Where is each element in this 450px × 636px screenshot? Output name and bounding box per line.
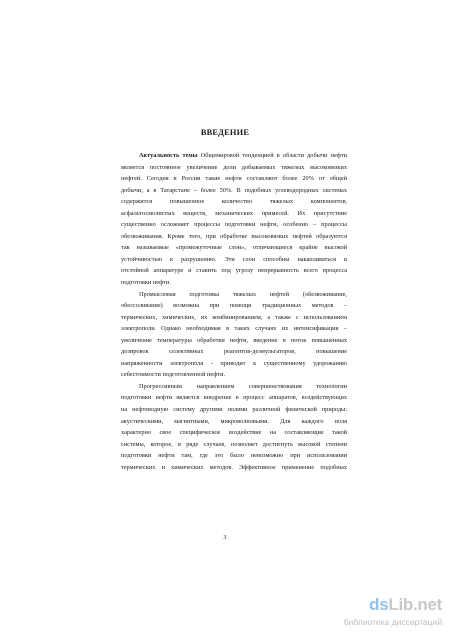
paragraph-line: Промысловая подготовка тяжелых нефтей (обезвоживание, — [139, 290, 347, 298]
dslib-logo: dsLib.net — [369, 595, 442, 614]
paragraph-line: подготовки нефти там, где это было невозможно при использовании — [121, 452, 347, 460]
paragraph-line: дозировок селективных реагентов-деэмульгаторов, повышение — [121, 348, 347, 356]
watermark-subtitle: библиотека диссертаций — [343, 617, 442, 627]
paragraph-line: себестоимости подготовленной нефти. — [121, 371, 226, 379]
paragraph-line: обессоливание) возможна при помощи традиционных методов – — [121, 302, 347, 310]
paragraph-line: Прогрессивным направлением совершенствования технологии — [139, 382, 347, 390]
paragraph-line: термических и химических методов. Эффективное применение подобных — [121, 463, 347, 471]
paragraph-line: обезвоживания. Кроме того, при обработке высоковязких нефтей образуются — [121, 232, 347, 240]
paragraph-line: является постоянное увеличение доли добываемых тяжелых высоковязких — [121, 163, 347, 171]
paragraph-3 — [121, 381, 347, 473]
paragraph-line: добычи, а в Татарстане – более 50%. В подобных углеводородных системах — [121, 186, 347, 194]
paragraph-line: подготовки нефти. — [121, 279, 171, 287]
paragraph-line: увеличение температуры обработки нефти, введение в поток повышенных — [121, 336, 347, 344]
paragraph-line: содержится повышенное количество тяжелых компонентов, — [121, 198, 347, 206]
paragraph-line: характерно свое специфическое воздействие на составляющие такой — [121, 429, 347, 437]
lead-term: Актуальность темы — [139, 152, 198, 159]
paragraph-line: Актуальность темы Общемировой тенденцией в области добычи нефти — [139, 152, 348, 159]
paragraph-line: акустическими, магнитными, микроволновыми. Для каждого поля — [121, 417, 347, 425]
paragraph-line: на нефтеводную систему другими полями различной физической природы: — [121, 406, 347, 414]
paragraph-line: напряженности электрополя - приводит к существенному удорожанию — [121, 359, 347, 367]
dslib-watermark — [330, 596, 442, 630]
paragraph-line: так называемые «промежуточные слои», отличающиеся крайне высокой — [121, 244, 347, 252]
paragraph-line: асфальтосмолистых веществ, механических примесей. Их присутствие — [121, 209, 347, 217]
paragraph-line: системы, которое, в ряде случаев, позволяет достигнуть высокой степени — [121, 440, 347, 448]
paragraph-1 — [121, 150, 347, 289]
page-title: ВВЕДЕНИЕ — [200, 128, 250, 137]
paragraph-line: устойчивостью к разрушению. Эти слои способны накапливаться в — [121, 255, 347, 263]
paragraph-line: отстойной аппаратуре и ставить под угрозу непрерывность всего процесса — [121, 267, 347, 275]
paragraph-2 — [121, 289, 347, 381]
paragraph-line: подготовки нефти является внедрение в процесс аппаратов, воздействующих — [121, 394, 347, 402]
paragraph-line: нефтей. Сегодня в России такие нефти составляют более 20% от общей — [121, 175, 347, 183]
page-number: 3 — [223, 534, 227, 541]
paragraph-line: термических, химических, их комбинированием, а также с использованием — [121, 313, 347, 321]
paragraph-line: электрополя. Однако необходимая в таких случаях их интенсификация – — [121, 325, 347, 333]
paragraph-line: существенно осложняет процессы подготовки нефти, особенно – процессы — [121, 221, 347, 229]
body-text — [121, 150, 347, 473]
